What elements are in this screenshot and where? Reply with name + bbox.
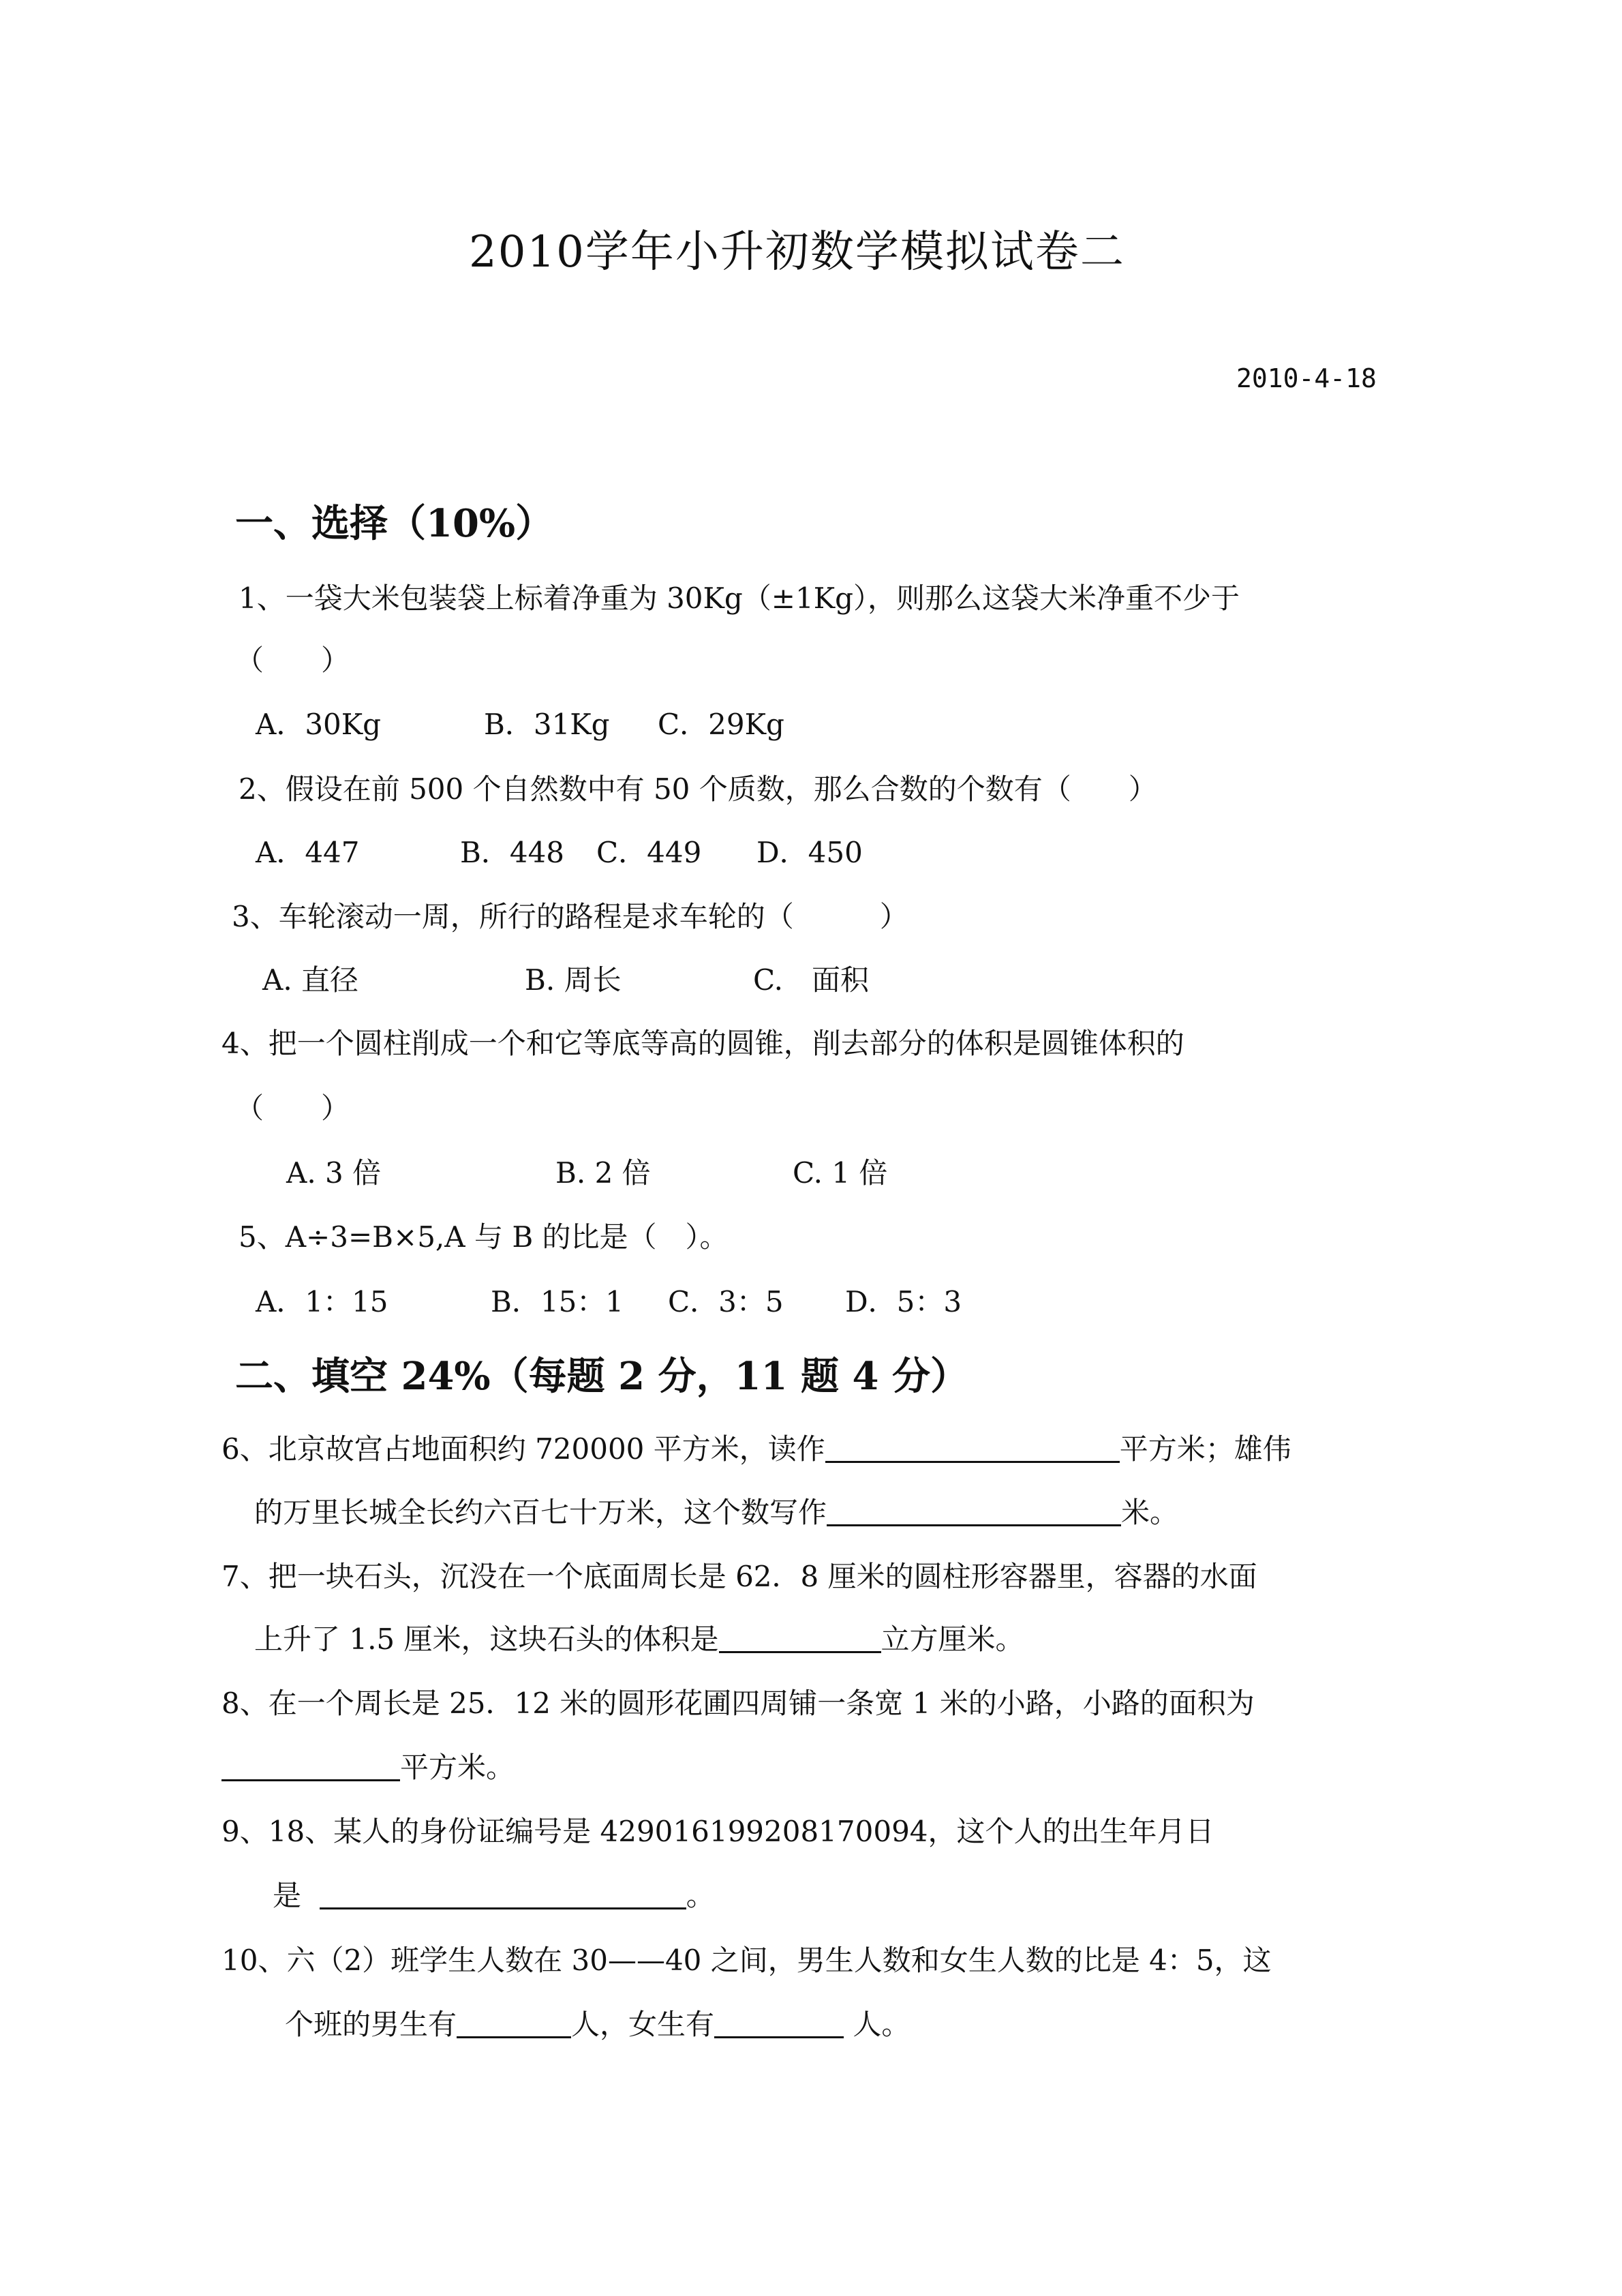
section-1-heading: 一、选择（10%） <box>235 501 554 546</box>
question-3-option-c: C. 面积 <box>753 963 869 997</box>
question-10-blank-girls[interactable] <box>714 2009 844 2038</box>
question-4-answer-paren: （ ） <box>235 1091 350 1125</box>
question-6-text-a: 6、北京故宫占地面积约 720000 平方米，读作 <box>221 1432 825 1466</box>
question-8-line-1: 8、在一个周长是 25．12 米的圆形花圃四周铺一条宽 1 米的小路，小路的面积为 <box>221 1687 1255 1720</box>
question-9-line-1: 9、18、某人的身份证编号是 429016199208170094，这个人的出生年月日 <box>221 1815 1214 1848</box>
question-7-text-b: 立方厘米。 <box>881 1622 1024 1656</box>
question-9-blank[interactable] <box>320 1880 686 1909</box>
exam-date: 2010-4-18 <box>1236 363 1377 393</box>
question-1-answer-paren: （ ） <box>235 644 350 677</box>
question-9-text-b: 。 <box>686 1879 715 1912</box>
question-10-line-1: 10、六（2）班学生人数在 30——40 之间，男生人数和女生人数的比是 4：5，这 <box>221 1944 1272 1977</box>
question-6-line-1 <box>221 1427 1291 1468</box>
question-1-option-b: B．31Kg <box>484 708 610 741</box>
question-2-option-a: A．447 <box>256 836 360 869</box>
question-4-text: 4、把一个圆柱削成一个和它等底等高的圆锥，削去部分的体积是圆锥体积的 <box>221 1027 1184 1060</box>
question-6-blank-1[interactable] <box>825 1434 1120 1463</box>
question-6-text-d: 米。 <box>1121 1496 1179 1529</box>
question-1-option-a: A．30Kg <box>256 708 382 741</box>
question-2-option-b: B．448 <box>460 836 565 869</box>
exam-title: 2010学年小升初数学模拟试卷二 <box>469 227 1125 277</box>
question-7-line-2 <box>254 1617 1024 1658</box>
question-5-text: 5、A÷3=B×5,A 与 B 的比是（ ）。 <box>239 1220 729 1254</box>
question-6-text-b: 平方米；雄伟 <box>1119 1432 1291 1466</box>
question-10-text-c: 人。 <box>853 2008 911 2041</box>
question-10-text-b: 人，女生有 <box>571 2008 715 2041</box>
question-5-option-d: D．5：3 <box>845 1285 962 1318</box>
question-8-line-2 <box>221 1745 515 1786</box>
question-5-option-c: C．3：5 <box>668 1285 784 1318</box>
question-1-text: 1、一袋大米包装袋上标着净重为 30Kg（±1Kg），则那么这袋大米净重不少于 <box>239 581 1240 615</box>
question-6-blank-2[interactable] <box>827 1497 1121 1526</box>
question-5-option-b: B．15：1 <box>491 1285 624 1318</box>
question-10-text-a: 个班的男生有 <box>285 2008 457 2041</box>
question-3-option-a: A. 直径 <box>262 963 359 997</box>
question-10-blank-boys[interactable] <box>457 2009 571 2038</box>
question-6-text-c: 的万里长城全长约六百七十万米，这个数写作 <box>254 1496 827 1529</box>
question-4-option-b: B. 2 倍 <box>555 1156 651 1190</box>
question-10-line-2 <box>285 2002 910 2043</box>
question-5-option-a: A．1：15 <box>256 1285 388 1318</box>
section-2-heading: 二、填空 24%（每题 2 分，11 题 4 分） <box>235 1354 968 1399</box>
question-3-text: 3、车轮滚动一周，所行的路程是求车轮的（ ） <box>232 900 908 933</box>
question-2-option-d: D．450 <box>756 836 863 869</box>
question-7-line-1: 7、把一块石头，沉没在一个底面周长是 62．8 厘米的圆柱形容器里，容器的水面 <box>221 1560 1257 1593</box>
question-8-blank[interactable] <box>221 1752 400 1781</box>
question-2-option-c: C．449 <box>596 836 702 869</box>
question-7-text-a: 上升了 1.5 厘米，这块石头的体积是 <box>254 1622 719 1656</box>
question-6-line-2 <box>254 1490 1178 1531</box>
question-4-option-a: A. 3 倍 <box>286 1156 382 1190</box>
question-9-text-a: 是 <box>273 1879 302 1912</box>
question-4-option-c: C. 1 倍 <box>793 1156 888 1190</box>
question-8-text-b: 平方米。 <box>400 1751 515 1784</box>
question-9-line-2 <box>273 1873 715 1914</box>
question-3-option-b: B. 周长 <box>525 963 622 997</box>
question-1-option-c: C．29Kg <box>658 708 784 741</box>
question-2-text: 2、假设在前 500 个自然数中有 50 个质数，那么合数的个数有（ ） <box>239 772 1157 806</box>
question-7-blank[interactable] <box>719 1624 881 1653</box>
